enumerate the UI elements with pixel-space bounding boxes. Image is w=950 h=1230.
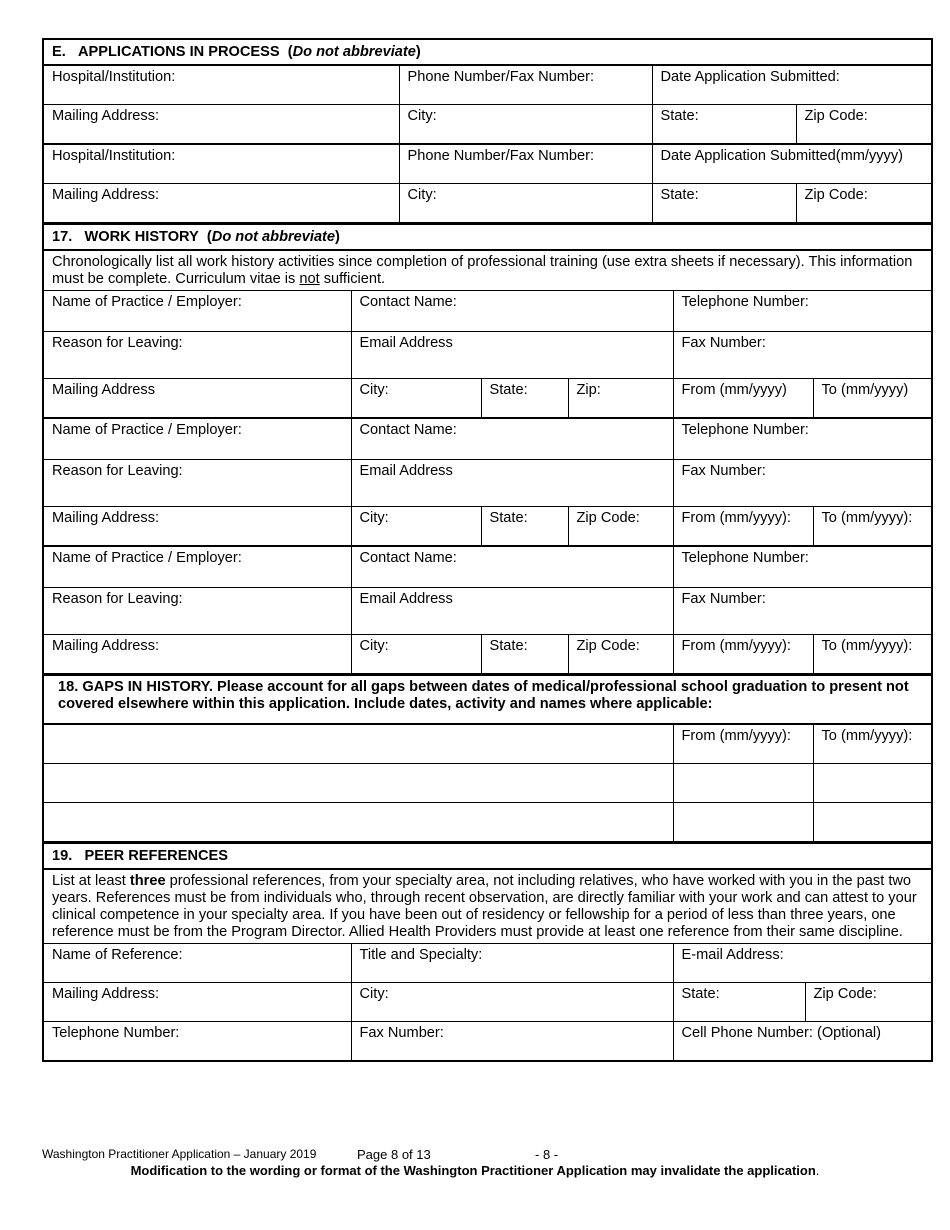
city-field[interactable]: City: <box>399 184 652 223</box>
mailing-address-field[interactable]: Mailing Address: <box>43 105 399 145</box>
contact-name-field[interactable]: Contact Name: <box>351 291 673 332</box>
email-field[interactable]: Email Address <box>351 332 673 379</box>
contact-name-field[interactable]: Contact Name: <box>351 418 673 460</box>
telephone-field[interactable]: Telephone Number: <box>673 546 932 588</box>
city-field[interactable]: City: <box>399 105 652 145</box>
gap-description-field[interactable] <box>43 724 673 764</box>
gap-description-field[interactable] <box>43 764 673 803</box>
section-19-header: 19. PEER REFERENCES <box>43 843 932 869</box>
reason-leaving-field[interactable]: Reason for Leaving: <box>43 460 351 507</box>
city-field[interactable]: City: <box>351 635 481 674</box>
section-17-header: 17. WORK HISTORY (Do not abbreviate) <box>43 224 932 250</box>
state-field[interactable]: State: <box>673 983 805 1022</box>
application-form-page <box>42 38 931 1062</box>
from-date-field[interactable]: From (mm/yyyy): <box>673 507 813 547</box>
to-date-field[interactable]: To (mm/yyyy): <box>813 635 932 674</box>
city-field[interactable]: City: <box>351 379 481 419</box>
gap-from-field[interactable] <box>673 803 813 842</box>
mailing-address-field[interactable]: Mailing Address: <box>43 184 399 223</box>
mailing-address-field[interactable]: Mailing Address: <box>43 635 351 674</box>
from-date-field[interactable]: From (mm/yyyy): <box>673 635 813 674</box>
telephone-field[interactable]: Telephone Number: <box>673 418 932 460</box>
page-number: - 8 - <box>535 1147 559 1162</box>
zip-field[interactable]: Zip Code: <box>568 635 673 674</box>
section-e-table <box>42 38 933 223</box>
hospital-institution-field[interactable]: Hospital/Institution: <box>43 65 399 105</box>
date-submitted-field[interactable]: Date Application Submitted: <box>652 65 932 105</box>
zip-field[interactable]: Zip Code: <box>805 983 932 1022</box>
employer-name-field[interactable]: Name of Practice / Employer: <box>43 418 351 460</box>
zip-field[interactable]: Zip: <box>568 379 673 419</box>
state-field[interactable]: State: <box>481 379 568 419</box>
gap-to-field[interactable] <box>813 764 932 803</box>
footer-disclaimer: Modification to the wording or format of the Washington Practitioner Application may invalidate the application. <box>130 1163 820 1178</box>
to-date-field[interactable]: To (mm/yyyy) <box>813 379 932 419</box>
mailing-address-field[interactable]: Mailing Address <box>43 379 351 419</box>
state-field[interactable]: State: <box>481 507 568 547</box>
phone-fax-field[interactable]: Phone Number/Fax Number: <box>399 65 652 105</box>
section-18-header: 18. GAPS IN HISTORY. Please account for all gaps between dates of medical/professional school graduation to present not covered elsewhere within this application. Include dates, activity and names where applicable: <box>43 675 932 724</box>
employer-name-field[interactable]: Name of Practice / Employer: <box>43 546 351 588</box>
city-field[interactable]: City: <box>351 507 481 547</box>
gap-to-field[interactable] <box>813 803 932 842</box>
section-17-table <box>42 223 933 674</box>
fax-field[interactable]: Fax Number: <box>673 460 932 507</box>
reference-email-field[interactable]: E-mail Address: <box>673 944 932 983</box>
zip-field[interactable]: Zip Code: <box>796 184 932 223</box>
gap-description-field[interactable] <box>43 803 673 842</box>
reason-leaving-field[interactable]: Reason for Leaving: <box>43 332 351 379</box>
zip-field[interactable]: Zip Code: <box>796 105 932 145</box>
fax-field[interactable]: Fax Number: <box>351 1022 673 1062</box>
section-19-table <box>42 842 933 1062</box>
employer-name-field[interactable]: Name of Practice / Employer: <box>43 291 351 332</box>
state-field[interactable]: State: <box>652 184 796 223</box>
state-field[interactable]: State: <box>652 105 796 145</box>
reference-name-field[interactable]: Name of Reference: <box>43 944 351 983</box>
application-name: Washington Practitioner Application – January 2019 <box>42 1147 317 1161</box>
email-field[interactable]: Email Address <box>351 588 673 635</box>
to-date-field[interactable]: To (mm/yyyy): <box>813 507 932 547</box>
mailing-address-field[interactable]: Mailing Address: <box>43 507 351 547</box>
date-submitted-field[interactable]: Date Application Submitted(mm/yyyy) <box>652 144 932 184</box>
telephone-field[interactable]: Telephone Number: <box>673 291 932 332</box>
mailing-address-field[interactable]: Mailing Address: <box>43 983 351 1022</box>
section-e-header: E. APPLICATIONS IN PROCESS (Do not abbreviate) <box>43 39 932 65</box>
gap-from-field[interactable]: From (mm/yyyy): <box>673 724 813 764</box>
reason-leaving-field[interactable]: Reason for Leaving: <box>43 588 351 635</box>
city-field[interactable]: City: <box>351 983 673 1022</box>
phone-fax-field[interactable]: Phone Number/Fax Number: <box>399 144 652 184</box>
zip-field[interactable]: Zip Code: <box>568 507 673 547</box>
fax-field[interactable]: Fax Number: <box>673 332 932 379</box>
state-field[interactable]: State: <box>481 635 568 674</box>
section-18-table <box>42 674 933 842</box>
from-date-field[interactable]: From (mm/yyyy) <box>673 379 813 419</box>
title-specialty-field[interactable]: Title and Specialty: <box>351 944 673 983</box>
page-label: Page 8 of 13 <box>357 1147 431 1162</box>
hospital-institution-field[interactable]: Hospital/Institution: <box>43 144 399 184</box>
telephone-field[interactable]: Telephone Number: <box>43 1022 351 1062</box>
fax-field[interactable]: Fax Number: <box>673 588 932 635</box>
cell-phone-field[interactable]: Cell Phone Number: (Optional) <box>673 1022 932 1062</box>
gap-from-field[interactable] <box>673 764 813 803</box>
contact-name-field[interactable]: Contact Name: <box>351 546 673 588</box>
gap-to-field[interactable]: To (mm/yyyy): <box>813 724 932 764</box>
email-field[interactable]: Email Address <box>351 460 673 507</box>
peer-references-instructions: List at least three professional references, from your specialty area, not including relatives, who have worked with you in the past two years. References must be from individuals who, through recent observation, are directly familiar with your work and can attest to your clinical competence in your specialty area. If you have been out of residency or fellowship for a period of less than three years, one reference must be from the Program Director. Allied Health Providers must provide at least one reference from their same discipline. <box>43 869 932 944</box>
work-history-instructions: Chronologically list all work history activities since completion of professional training (use extra sheets if necessary). This information must be complete. Curriculum vitae is not sufficient. <box>43 250 932 291</box>
